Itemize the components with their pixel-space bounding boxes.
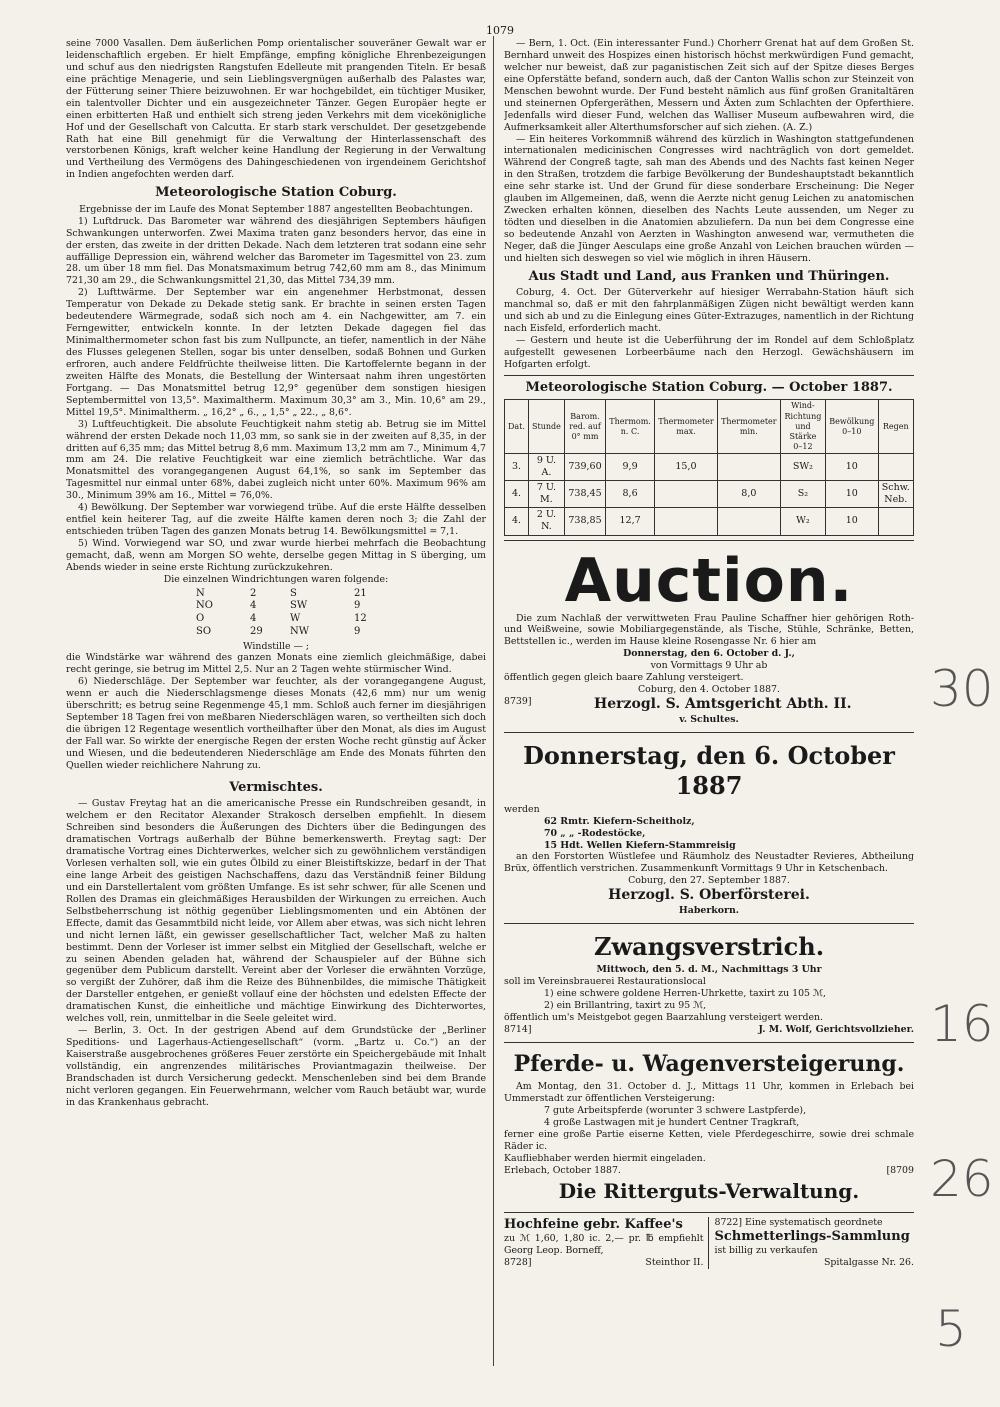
horse-sale-item: 7 gute Arbeitspferde (worunter 3 schwere Lastpferde), [544,1104,807,1116]
table-cell: 738,85 [564,508,605,535]
horse-sale-text-2: ferner eine große Partie eiserne Ketten, viele Pferdegeschirre, sowie drei schmale Räder ic. [504,1128,914,1152]
table-header: Thermometer max. [655,400,718,454]
coffee-text: zu ℳ 1,60, 1,80 ic. 2,— pr. ℔ empfiehlt Georg Leop. Borneff, [504,1233,704,1257]
right-column [504,38,914,1368]
table-cell: W₂ [780,508,825,535]
auction-signature: v. Schultes. [679,713,739,725]
coffee-title: Hochfeine gebr. Kaffee's [504,1216,683,1232]
divider [504,1212,914,1213]
wind-count: 2 [250,587,257,599]
met-october-heading: Meteorologische Station Coburg. — October 1887. [525,379,893,395]
ad-number: 8722] [714,1216,743,1228]
forced-sale-footer [504,1024,914,1036]
wind-dir: W [290,613,301,625]
forced-sale-signature: J. M. Wolf, Gerichtsvollzieher. [758,1024,914,1036]
table-cell: 7 U. M. [528,481,564,508]
divider [504,540,914,541]
weather-table [504,399,914,535]
table-cell: 10 [826,508,878,535]
horse-sale-item: 4 große Lastwagen mit je hundert Centner Tragkraft, [544,1116,800,1128]
wind-dir: N [196,587,205,599]
table-header: Stunde [528,400,564,454]
left-column [66,38,486,1368]
table-header: Dat. [505,400,529,454]
met-paragraph-3: 3) Luftfeuchtigkeit. Die absolute Feuchtigkeit nahm stetig ab. Betrug sie im Mittel während der ersten Dekade noch 11,03 mm, so sank sie in der zweiten auf 8,35, in der dritten auf 6,35 mm; das Mittel betrug 8,6 mm. Maximum 13,2 mm am 7., Minimum 4,7 mm am 24. Die relative Feuchtigkeit war eine ziemlich beträchtliche. War das Monatsmittel des vorangegangenen August 64,1%, so sank im September das Tagesmittel nur einmal unter 68%, dabei zugleich nicht unter 60%. Maximum 96% am 30., Minimum 39% am 16., Mittel = 76,0%. [66,418,486,502]
met-subline: Ergebnisse der im Laufe des Monat September 1887 angestellten Beobachtungen. [79,203,473,215]
intro-paragraph: seine 7000 Vasallen. Dem äußerlichen Pomp orientalischer souveräner Gewalt war er leidenschaftlich ergeben. Er hielt Empfänge, empfing königliche Ehrenbezeigungen und schuf aus den niedrigsten Rangstufen Edelleute mit prangenden Titeln. Er besaß eine prächtige Menagerie, und sein Lieblingsvergnügen außerhalb des Palastes war, der Fütterung seiner Thiere beizuwohnen. Er war hochgebildet, ein tüchtiger Musiker, ein talentvoller Dichter und ein ausgezeichneter Tänzer. Gegen Europäer hegte er einen erbitterten Haß und enthielt sich streng jeden Verkehrs mit dem vicekönigliche Hof und der Gesellschaft von Calcutta. Er starb stark verschuldet. Der gesetzgebende Rath hat eine Bill genehmigt für die Verwaltung der Hinterlassenschaft des verstorbenen Königs, kraft welcher keine Handlung der Regierung in der Verwaltung und Vertheilung des Vermögens des Dahingeschiedenen von irgendeinem Gerichtshof in Indien angefochten werden darf. [66,38,486,181]
table-cell: 739,60 [564,454,605,481]
table-cell: 3. [505,454,529,481]
auction-court: Herzogl. S. Amtsgericht Abth. II. [594,696,852,713]
wood-sale-ad [504,737,914,919]
table-row [505,481,914,508]
table-header: Barom. red. auf 0° mm [564,400,605,454]
auction-place: Coburg, den 4. October 1887. [638,684,780,696]
wind-count: 9 [354,625,361,637]
table-header: Regen [878,400,913,454]
divider [504,732,914,733]
margin-note: 5 [935,1300,967,1358]
horse-sale-place: Erlebach, October 1887. [504,1164,621,1176]
wind-count: 12 [354,613,367,625]
divider [504,923,914,924]
table-cell [655,481,718,508]
forced-sale-date: Mittwoch, den 5. d. M., Nachmittags 3 Uhr [596,964,822,976]
wind-dir: NO [196,600,213,612]
met-paragraph-1: 1) Luftdruck. Das Barometer war während des diesjährigen Septembers häufigen Schwankungen unterworfen. Zwei Maxima traten ganz besonders hervor, das eine in der ersten, das zweite in der dritten Dekade. Nach dem letzteren trat sodann eine sehr auffällige Depression ein, während welcher das Barometer im Tagesmittel von 23. zum 28. um über 18 mm fiel. Das Monatsmaximum betrug 742,60 mm am 8., das Minimum 721,30 am 29., die Schwankungsmittel 21,30, das Mittel 734,39 mm. [66,215,486,287]
table-cell: 15,0 [655,454,718,481]
butterfly-address: Spitalgasse Nr. 26. [823,1257,914,1269]
wood-sale-werden: werden [504,803,540,815]
wind-still: Windstille — ; [242,640,310,652]
news-bern: — Bern, 1. Oct. (Ein interessanter Fund.) Chorherr Grenat hat auf dem Großen St. Bernhard unweit des Hospizes einen historisch höchst merkwürdigen Fund gemacht, welcher nur beweist, daß zur paganistischen Zeit sich auf der Spitze dieses Berges eine Opferstätte befand, sondern auch, daß der Canton Wallis schon zur Steinzeit von Menschen bewohnt wurde. Der Fund besteht nämlich aus fünf großen Granitaltären und steinernen Opfergeräthen, Messern und Äxten zum Schlachten der Opferthiere. Jedenfalls wird dieser Fund, welchen das Walliser Museum aufbewahren wird, die Aufmerksamkeit aller Alterthumsforscher auf sich ziehen. (A. Z.) [504,38,914,133]
wood-sale-place: Coburg, den 27. September 1887. [628,875,790,887]
local-news-heading: Aus Stadt und Land, aus Franken und Thüringen. [528,268,890,284]
wind-dir: SO [196,625,212,637]
horse-sale-footer [504,1165,914,1177]
met-paragraph-4: 4) Bewölkung. Der September war vorwiegend trübe. Auf die erste Hälfte desselben entfiel kein heiterer Tag, auf die zweite Hälfte kamen deren noch 3; die Zahl der entschieden trüben Tagen des ganzen Monats betrug 14. Bewölkungsmittel = 7,1. [66,502,486,538]
table-row [505,508,914,535]
met-paragraph-5: 5) Wind. Vorwiegend war SO, und zwar wurde hierbei mehrfach die Beobachtung gemacht, daß, wenn am Morgen SO wehte, derselbe gegen Mittag in S überging, um Abends wieder in seine erste Richtung zurückzukehren. [66,538,486,573]
wind-count: 4 [250,600,257,612]
table-cell [878,454,913,481]
table-cell: 12,7 [606,508,655,535]
wood-sale-text: an den Forstorten Wüstlefee und Räumholz des Neustadter Revieres, Abtheilung Brüx, öffentlich verstrichen. Zusammenkunft Vormittags 9 Uhr in Ketschenbach. [504,851,914,875]
weather-table-header [505,400,914,454]
wind-table [196,588,486,639]
wind-dir: NW [290,625,310,637]
wood-sale-office: Herzogl. S. Oberförsterei. [608,887,810,904]
horse-sale-text: Am Montag, den 31. October d. J., Mittags 11 Uhr, kommen in Erlebach bei Ummerstadt zur öffentlichen Versteigerung: [504,1081,914,1104]
table-cell: Schw. Neb. [878,481,913,508]
wood-sale-signature: Haberkorn. [678,905,740,917]
table-header: Bewölkung 0–10 [826,400,878,454]
table-header: Thermometer min. [717,400,780,454]
forced-sale-item: 1) eine schwere goldene Herren-Uhrkette, taxirt zu 105 ℳ, [544,988,826,1000]
coffee-ad [504,1217,709,1269]
horse-sale-title: Pferde- u. Wagenversteigerung. [513,1051,905,1078]
table-header: Wind-Richtung und Stärke 0–12 [780,400,825,454]
butterfly-text-2: ist billig zu verkaufen [714,1245,818,1257]
wind-intro: Die einzelnen Windrichtungen waren folgende: [163,573,389,585]
table-cell: 9,9 [606,454,655,481]
auction-date: Donnerstag, den 6. October d. J., [623,648,795,660]
ad-number: 8739] [504,696,532,708]
bottom-ads [504,1217,914,1269]
wood-sale-item: 62 Rmtr. Kiefern-Scheitholz, [544,815,695,827]
column-rule [493,36,494,1366]
horse-sale-signature: Die Ritterguts-Verwaltung. [558,1178,860,1203]
wind-dir: S [290,587,297,599]
met-paragraph-6: 6) Niederschläge. Der September war feuchter, als der vorangegangene August, wenn er auch die Niederschlagsmenge dieses Monats (42,6 mm) nur um wenig überschritt; es betrug seine Regenmenge 45,1 mm. Schloß auch ferner im diesjährigen September 18 Tagen frei von meßbaren Niederschlägen waren, so vertheilten sich doch die übrigen 12 Regentage wesentlich vortheilhafter über den Monat, als dies im August der Fall war. So wirkte der energische Regen der ersten Woche recht günstig auf Äcker und Wiesen, und die bedeutenderen Niederschläge am Ende des Monats führten den Quellen wieder reichlichere Nahrung zu. [66,676,486,771]
table-cell [655,508,718,535]
divider [504,375,914,376]
table-cell: S₂ [780,481,825,508]
met-heading: Meteorologische Station Coburg. [155,185,397,201]
table-cell [717,508,780,535]
divider [504,1042,914,1043]
wood-sale-item: 70 „ „ -Rodestöcke, [544,827,646,839]
coffee-footer [504,1257,704,1269]
table-cell: 10 [826,481,878,508]
auction-ad [504,545,914,728]
table-cell: 738,45 [564,481,605,508]
forced-sale-ad [504,928,914,1038]
local-news-2: — Gestern und heute ist die Ueberführung der im Rondel auf dem Schloßplatz aufgestellt gewesenen Lorbeerbäume nach den Herzogl. Gewächshäusern im Hofgarten erfolgt. [504,335,914,370]
auction-footer [504,696,914,714]
vermischtes-heading: Vermischtes. [229,779,323,795]
table-cell: 8,6 [606,481,655,508]
auction-text: Die zum Nachlaß der verwittweten Frau Pauline Schaffner hier gehörigen Roth- und Weißweine, sowie Mobiliargegenstände, als Tische, Stühle, Schränke, Betten, Bettstellen ic., werden im Hause kleine Rosengasse Nr. 6 hier am [504,612,914,648]
wind-dir: O [196,613,205,625]
table-cell [878,508,913,535]
vermischtes-berlin: — Berlin, 3. Oct. In der gestrigen Abend auf dem Grundstücke der „Berliner Speditions- und Lagerhaus-Actiengesellschaft“ (vorm. „Bartz u. Co.“) an der Kaiserstraße ausgebrochenes größeres Feuer zerstörte ein Speichergebäude mit Inhalt vollständig, ein angrenzendes militärisches Proviantmagazin theilweise. Der Brandschaden ist durch Versicherung gedeckt. Menschenleben sind bei dem Brande nicht verloren gegangen. Ein Feuerwehrmann, welcher vom Rauch betäubt war, wurde in das Krankenhaus gebracht. [66,1025,486,1108]
table-row [505,454,914,481]
butterfly-text: Eine systematisch geordnete [745,1216,883,1228]
butterfly-ad [709,1217,915,1269]
table-header: Thermom. n. C. [606,400,655,454]
coffee-address: Steinthor II. [645,1257,704,1269]
forced-sale-item: 2) ein Brillantring, taxirt zu 95 ℳ, [544,1000,707,1012]
wind-dir: SW [290,600,308,612]
table-cell: 4. [505,508,529,535]
forced-sale-text: soll im Vereinsbrauerei Restaurationslocal [504,976,706,988]
margin-note: 16 [930,995,994,1053]
wood-sale-item: 15 Hdt. Wellen Kiefern-Stammreisig [544,839,736,851]
horse-sale-text-3: Kaufliebhaber werden hiermit eingeladen. [504,1152,706,1164]
table-cell [717,454,780,481]
forced-sale-title: Zwangsverstrich. [593,932,825,961]
ad-number: [8709 [886,1164,914,1176]
margin-note: 26 [930,1150,994,1208]
margin-note: 30 [930,660,994,718]
page-number: 1079 [486,24,514,37]
forced-sale-text-2: öffentlich um's Meistgebot gegen Baarzahlung versteigert werden. [504,1012,824,1024]
met-paragraph-5b: die Windstärke war während des ganzen Monats eine ziemlich gleichmäßige, dabei recht geringe, sie betrug im Mittel 2,5. Nur an 2 Tagen wehte stürmischer Wind. [66,652,486,676]
ad-number: 8728] [504,1257,532,1269]
auction-time: von Vormittags 9 Uhr ab [650,660,768,672]
news-washington: — Ein heiteres Vorkommniß während des kürzlich in Washington stattgefundenen internationalen medicinischen Congresses wird nachträglich von dort gemeldet. Während der Congreß tagte, sah man des Abends und des Nachts fast keinen Neger in den Straßen, trotzdem die farbige Bevölkerung der Bundeshauptstadt bekanntlich eine sehr starke ist. Und der Grund für diese sonderbare Erscheinung: Die Neger glauben im Allgemeinen, daß, wenn die Aerzte nicht genug Leichen zu anatomischen Zwecken erhalten können, dieselben des Nachts Leute aussenden, um Neger zu tödten und dieselben in die Anatomien abzuliefern. Da nun bei dem Congresse eine so bedeutende Anzahl von Aerzten in Washington anwesend war, vermutheten die Neger, daß die Jünger Aesculaps eine große Anzahl von Leichen brauchen würden — und hielten sich deswegen so viel wie möglich in ihren Häusern. [504,133,914,264]
wind-count: 29 [250,625,263,637]
auction-title: Auction. [564,545,854,616]
wind-count: 9 [354,600,361,612]
wind-count: 21 [354,587,367,599]
wind-count: 4 [250,613,257,625]
ad-number: 8714] [504,1024,532,1036]
table-cell: 4. [505,481,529,508]
table-cell: 2 U. N. [528,508,564,535]
table-cell: SW₂ [780,454,825,481]
table-cell: 8,0 [717,481,780,508]
wood-sale-date: Donnerstag, den 6. October 1887 [523,740,895,801]
vermischtes-freytag: — Gustav Freytag hat an die americanische Presse ein Rundschreiben gesandt, in welchem er den Recitator Alexander Strakosch derselben empfiehlt. In diesem Schreiben sind besonders die Äußerungen des Dichters über die Bedingungen des dramatischen Vortrags außerhalb der Bühne bemerkenswerth. Freytag sagt: Der dramatische Vortrag eines Dichterwerkes, welcher sich zu gewöhnlichem verständigen Vorlesen verhalten soll, wie ein gutes Ölbild zu einer Bleistiftskizze, bedarf in der That eine lange Arbeit des geistigen Nachschaffens, dazu das Verständniß feiner Bildung und ein Darstellertalent vom größten Umfange. Es ist sehr schwer, für alle Scenen und Rollen des Dramas ein gleichmäßiges Herausbilden der Wirkungen zu erreichen. Auch Selbstbeherrschung ist nöthig gegenüber Lieblingsmomenten und ein Abtönen der Effecte, damit das Gesammtbild nicht leide, vor Allem aber etwas, was sich nicht lehren und nicht lernen läßt, ein gewisser gesellschaftlicher Tact, welcher Maß zu halten bestimmt. Denn der Vorleser ist immer selbst ein Mitglied der Gesellschaft, welche er zu seinen Abenden geladen hat, während der Schauspieler auf der Bühne sich gegenüber dem Publicum darstellt. Vereint aber der Vorleser die erwähnten Vorzüge, so vergißt der Zuhörer, daß ihm die Reize des Bühnenbildes, die mimische Thätigkeit der Darsteller entgehen, er genießt vollauf eine der höchsten und edelsten Effecte der dramatischen Kunst, die einheitliche und mächtige Einwirkung des Dichterwortes, welches voll, rein, unmittelbar in die Seele geleitet wird. [66,798,486,1025]
horse-sale-ad [504,1047,914,1208]
butterfly-title: Schmetterlings-Sammlung [714,1228,910,1244]
table-cell: 10 [826,454,878,481]
auction-text-2: öffentlich gegen gleich baare Zahlung versteigert. [504,672,744,684]
table-cell: 9 U. A. [528,454,564,481]
met-paragraph-2: 2) Lufttwärme. Der September war ein angenehmer Herbstmonat, dessen Temperatur von Dekade zu Dekade stetig sank. Er brachte in seinen ersten Tagen bedeutendere Wärmegrade, sodaß sich noch am 4. ein Nachgewitter, am 7. ein Ferngewitter, entwickeln konnte. In der letzten Dekade dagegen fiel das Minimalthermometer schon fast bis zum Nullpuncte, an tiefer, namentlich in der Nähe des Flusses gelegenen Stellen, sogar bis unter denselben, sodaß Bohnen und Gurken erfroren, auch andere Feldfrüchte theilweise litten. Die Kartoffelernte begann in der zweiten Hälfte des Monats, die Bestellung der Wintersaat nahm ihren ungestörten Fortgang. — Das Monatsmittel betrug 12,9° gegenüber dem sonstigen hiesigen Septembermittel von 13,5°. Maximaltherm. Maximum 30,3° am 3., Min. 10,6° am 29., Mittel 19,5°. Minimaltherm. „ 16,2° „ 6., „ 1,5° „ 22., „ 8,6°. [66,287,486,418]
local-news-1: Coburg, 4. Oct. Der Güterverkehr auf hiesiger Werrabahn-Station häuft sich manchmal so, daß er mit den fahrplanmäßigen Zügen nicht bewältigt werden kann und sich ab und zu die Einlegung eines Güter-Extrazuges, namentlich in der Richtung nach Eisfeld, erforderlich macht. [504,287,914,335]
